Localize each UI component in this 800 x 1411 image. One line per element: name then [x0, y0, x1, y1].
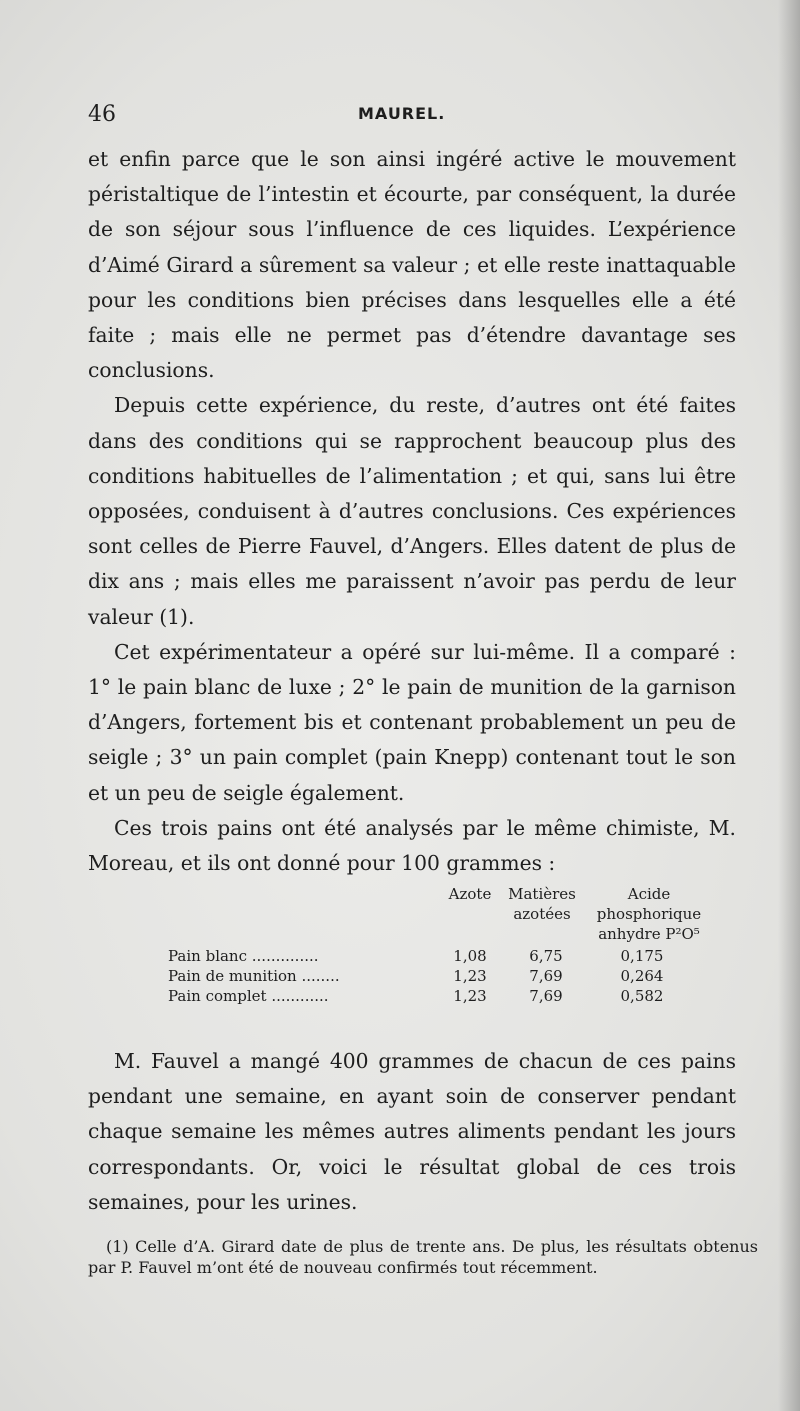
table-header-matieres: Matières azotées — [508, 885, 576, 923]
row-label: Pain blanc .............. — [168, 947, 319, 965]
body-text — [88, 142, 736, 881]
footnote-text: (1) Celle d’A. Girard date de plus de trente ans. De plus, les résultats obtenus par P. Fauvel m’ont été de nouveau confirmés tout récemment. — [88, 1237, 758, 1277]
cell-acide: 0,175 — [620, 947, 664, 965]
cell-matieres: 6,75 — [529, 947, 563, 965]
table-body — [160, 946, 720, 1006]
paragraph: Cet expérimentateur a opéré sur lui-même. Il a comparé : 1° le pain blanc de luxe ; 2° le pain de munition de la garnison d’Angers, fortement bis et contenant probablement un peu de seigle ; 3° un pain complet (pain Knepp) contenant tout le son et un peu de seigle également. — [88, 639, 736, 805]
cell-matieres: 7,69 — [529, 967, 563, 985]
paragraph: Depuis cette expérience, du reste, d’autres ont été faites dans des conditions qui se rapprochent beaucoup plus des conditions habituelles de l’alimentation ; et qui, sans lui être opposées, conduisent à d’autres conclusions. Ces expériences sont celles de Pierre Fauvel, d’Angers. Elles datent de plus de dix ans ; mais elles me paraissent n’avoir pas perdu de leur valeur (1). — [88, 393, 736, 629]
cell-acide: 0,264 — [620, 967, 664, 985]
table-row — [160, 946, 720, 966]
cell-azote: 1,08 — [453, 947, 487, 965]
page-number: 46 — [88, 102, 116, 127]
footnote — [88, 1236, 758, 1278]
row-label: Pain complet ............ — [168, 987, 329, 1005]
table-row — [160, 966, 720, 986]
cell-matieres: 7,69 — [529, 987, 563, 1005]
page-edge-shadow — [778, 0, 800, 1411]
table-header-acide: Acide phosphorique anhydre P²O⁵ — [596, 885, 702, 943]
row-label: Pain de munition ........ — [168, 967, 340, 985]
paragraph: et enfin parce que le son ainsi ingéré active le mouvement péristaltique de l’intestin et écourte, par conséquent, la durée de son séjour sous l’influence de ces liquides. L’expérience d’Aimé Girard a sûrement sa valeur ; et elle reste inattaquable pour les conditions bien précises dans lesquelles elle a été faite ; mais elle ne permet pas d’étendre davantage ses conclusions. — [88, 147, 736, 383]
page-header — [88, 102, 736, 132]
cell-acide: 0,582 — [620, 987, 664, 1005]
paragraph: M. Fauvel a mangé 400 grammes de chacun de ces pains pendant une semaine, en ayant soin de conserver pendant chaque semaine les mêmes autres aliments pendant les jours correspondants. Or, voici le résultat global de ces trois semaines, pour les urines. — [88, 1049, 736, 1214]
cell-azote: 1,23 — [453, 967, 487, 985]
paragraph: Ces trois pains ont été analysés par le même chimiste, M. Moreau, et ils ont donné pour 100 grammes : — [88, 815, 736, 876]
table-header-azote: Azote — [448, 885, 492, 903]
table-row — [160, 986, 720, 1006]
body-text-continued — [88, 1044, 736, 1220]
cell-azote: 1,23 — [453, 987, 487, 1005]
running-head: MAUREL. — [358, 104, 446, 123]
